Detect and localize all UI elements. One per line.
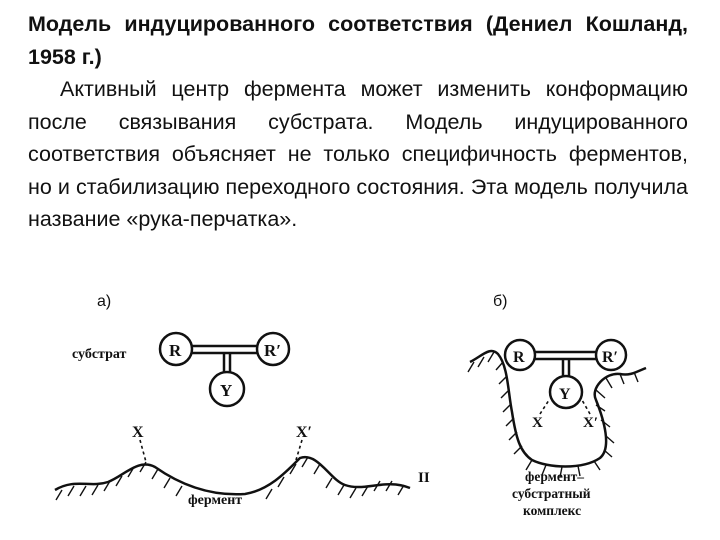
site-x-prime-label: X′ <box>296 424 313 441</box>
complex-label-line-2: субстратный <box>512 486 591 501</box>
site-x-pointer <box>140 440 146 462</box>
group-y-b-label: Y <box>559 386 571 403</box>
body-paragraph: Активный центр фермента может изменить конформацию после связывания субстрата. Модель индуцированного соответствия объясняет не только специфичность ферментов, но и стабилизацию переходного состояния. Эта модель получила название «рука-перчатка». <box>28 77 688 231</box>
group-r-label: R <box>169 341 182 360</box>
site-x-b-label: X <box>532 415 543 431</box>
enzyme-label: фермент <box>188 493 243 508</box>
complex-label-line-1: фермент– <box>525 469 584 484</box>
group-r-b-label: R <box>513 349 525 366</box>
complex-label-line-3: комплекс <box>523 503 582 518</box>
site-x-b-pointer <box>540 400 549 414</box>
site-x-prime-b-label: X′ <box>583 415 599 431</box>
group-r-prime-b-label: R′ <box>602 349 619 366</box>
panel-a-diagram <box>55 333 410 508</box>
enzyme-surface <box>55 457 410 494</box>
slide-title: Модель индуцированного соответствия (Дениел Кошланд, 1958 г.) <box>28 12 688 69</box>
panel-a-label: а) <box>97 293 112 310</box>
group-r-prime-label: R′ <box>264 341 282 360</box>
panel-b-diagram <box>468 340 646 518</box>
substrate-label: субстрат <box>72 347 127 362</box>
site-x-prime-b-pointer <box>582 400 590 414</box>
site-x-label: X <box>132 424 144 441</box>
group-y-label: Y <box>220 381 233 400</box>
panel-b-label: б) <box>493 293 508 310</box>
roman-numeral: II <box>418 470 430 486</box>
